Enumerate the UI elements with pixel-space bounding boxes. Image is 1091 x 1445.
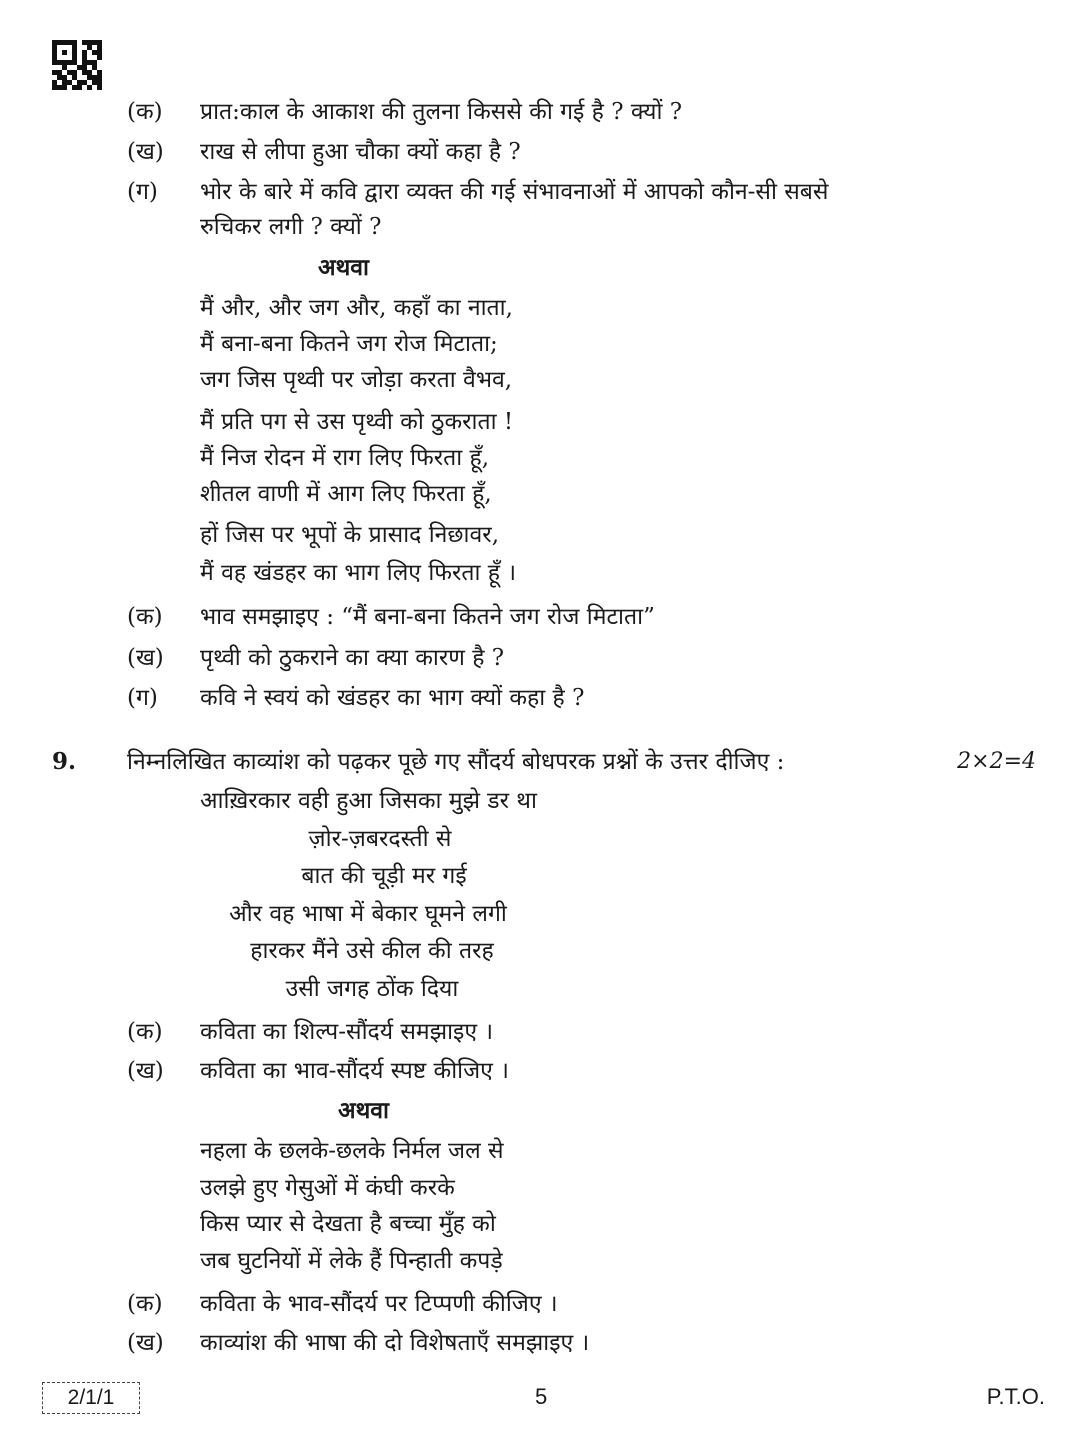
question-number: 9. — [52, 748, 77, 775]
sub-label: (क) — [127, 604, 163, 630]
marks: 2×2=4 — [957, 749, 1036, 774]
sub-question: भोर के बारे में कवि द्वारा व्यक्त की गई संभावनाओं में आपको कौन-सी सबसे — [200, 179, 829, 205]
poem-line: नहला के छलके-छलके निर्मल जल से — [200, 1138, 504, 1164]
sub-question: कविता का भाव-सौंदर्य स्पष्ट कीजिए । — [200, 1058, 509, 1084]
poem-line: हारकर मैंने उसे कील की तरह — [250, 938, 494, 964]
sub-question: कविता के भाव-सौंदर्य पर टिप्पणी कीजिए । — [200, 1291, 558, 1317]
sub-label: (ग) — [127, 685, 158, 711]
sub-label: (ख) — [127, 1058, 164, 1084]
poem-line: और वह भाषा में बेकार घूमने लगी — [229, 901, 507, 927]
sub-label: (ख) — [127, 1330, 164, 1356]
sub-question-cont: रुचिकर लगी ? क्यों ? — [200, 214, 382, 240]
poem-line: जब घुटनियों में लेके हैं पिन्हाती कपड़े — [200, 1248, 503, 1274]
page-number: 5 — [535, 1384, 548, 1409]
sub-label: (ख) — [127, 645, 164, 671]
poem-line: बात की चूड़ी मर गई — [301, 863, 467, 889]
poem-line: हों जिस पर भूपों के प्रासाद निछावर, — [200, 522, 500, 548]
poem-line: ज़ोर-ज़बरदस्ती से — [308, 826, 452, 852]
paper-code: 2/1/1 — [42, 1382, 140, 1414]
poem-line: शीतल वाणी में आग लिए फिरता हूँ, — [200, 481, 492, 507]
sub-label: (क) — [127, 1019, 163, 1045]
sub-question: राख से लीपा हुआ चौका क्यों कहा है ? — [200, 139, 521, 165]
sub-question: भाव समझाइए : “मैं बना-बना कितने जग रोज मिटाता” — [200, 604, 655, 630]
or-heading: अथवा — [338, 1097, 390, 1124]
poem-line: मैं बना-बना कितने जग रोज मिटाता; — [200, 331, 498, 357]
poem-line: उलझे हुए गेसुओं में कंघी करके — [200, 1175, 455, 1201]
page-turn-over: P.T.O. — [986, 1384, 1045, 1409]
poem-line: किस प्यार से देखता है बच्चा मुँह को — [200, 1211, 496, 1237]
poem-line: मैं प्रति पग से उस पृथ्वी को ठुकराता ! — [200, 409, 514, 435]
sub-question: कविता का शिल्प-सौंदर्य समझाइए । — [200, 1019, 494, 1045]
sub-question: पृथ्वी को ठुकराने का क्या कारण है ? — [200, 645, 505, 671]
qr-code-icon — [52, 40, 102, 90]
question-prompt: निम्नलिखित काव्यांश को पढ़कर पूछे गए सौंदर्य बोधपरक प्रश्नों के उत्तर दीजिए : — [127, 749, 785, 775]
poem-line: मैं और, और जग और, कहाँ का नाता, — [200, 295, 513, 321]
poem-line: मैं निज रोदन में राग लिए फिरता हूँ, — [200, 445, 490, 471]
poem-line: मैं वह खंडहर का भाग लिए फिरता हूँ । — [200, 560, 517, 586]
poem-line: आख़िरकार वही हुआ जिसका मुझे डर था — [200, 788, 537, 814]
sub-label: (क) — [127, 99, 163, 125]
sub-label: (क) — [127, 1291, 163, 1317]
sub-question: काव्यांश की भाषा की दो विशेषताएँ समझाइए । — [200, 1330, 590, 1356]
poem-line: जग जिस पृथ्वी पर जोड़ा करता वैभव, — [200, 367, 513, 393]
sub-label: (ग) — [127, 179, 158, 205]
sub-question: कवि ने स्वयं को खंडहर का भाग क्यों कहा है ? — [200, 685, 585, 711]
or-heading: अथवा — [318, 254, 370, 281]
sub-label: (ख) — [127, 139, 164, 165]
sub-question: प्रात:काल के आकाश की तुलना किससे की गई है ? क्यों ? — [200, 99, 683, 125]
poem-line: उसी जगह ठोंक दिया — [285, 976, 459, 1002]
